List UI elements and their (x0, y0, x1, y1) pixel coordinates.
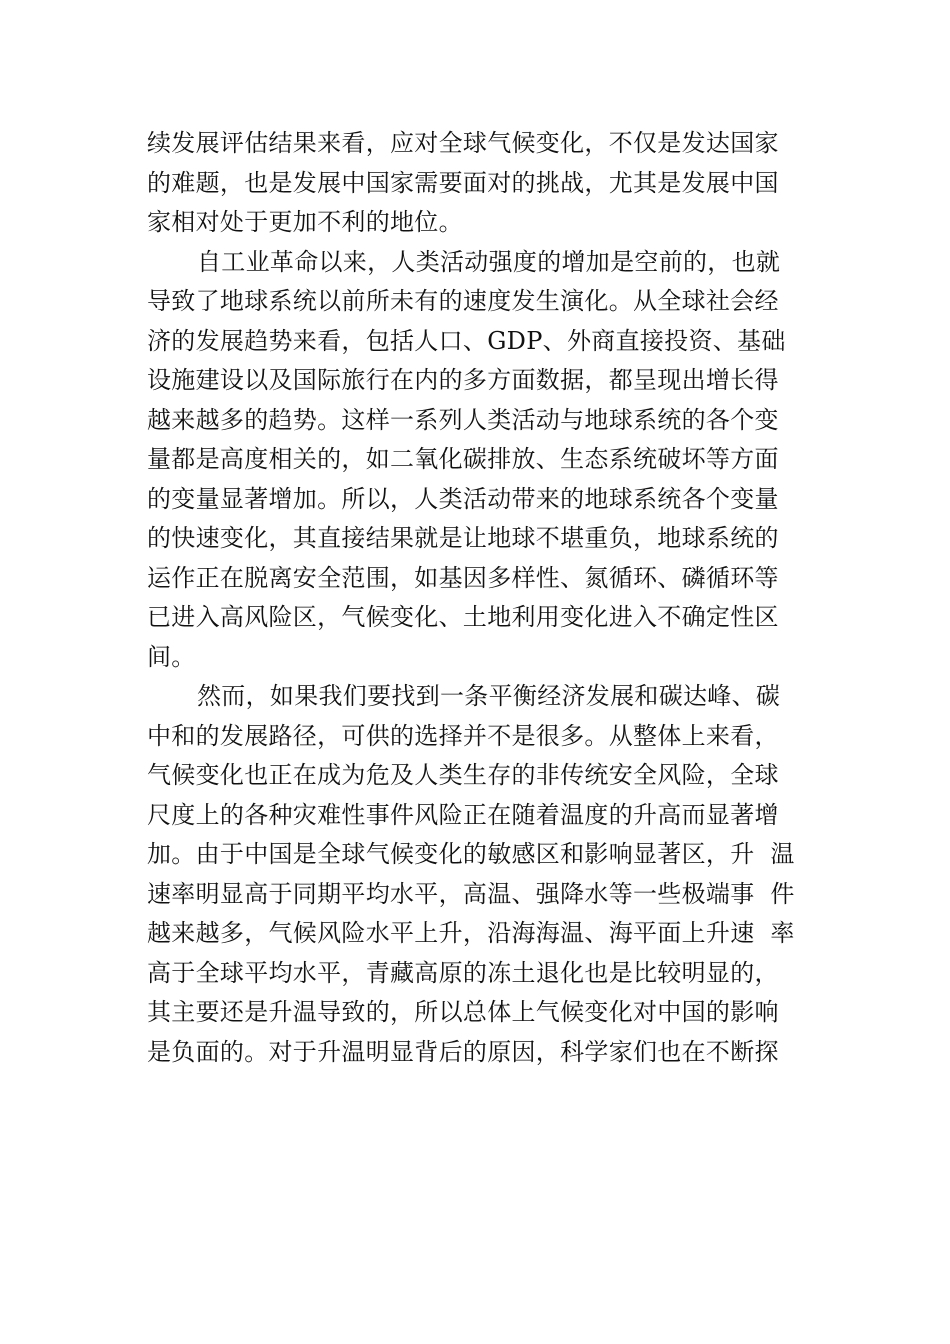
paragraph-first-line: 然而，如果我们要找到一条平衡经济发展和碳达峰、碳 (197, 682, 781, 710)
text-line: 续发展评估结果来看，应对全球气候变化，不仅是发达国家 (147, 129, 779, 157)
text-line: 的快速变化，其直接结果就是让地球不堪重负，地球系统的 (147, 524, 779, 552)
text-line: 的难题，也是发展中国家需要面对的挑战，尤其是发展中国 (147, 169, 779, 197)
paragraph-first-line: 自工业革命以来，人类活动强度的增加是空前的，也就 (197, 248, 781, 276)
text-line: 高于全球平均水平，青藏高原的冻土退化也是比较明显的， (147, 959, 779, 987)
text-line: 量都是高度相关的，如二氧化碳排放、生态系统破坏等方面 (147, 445, 779, 473)
text-line: 气候变化也正在成为危及人类生存的非传统安全风险，全球 (147, 761, 779, 789)
text-line: 速率明显高于同期平均水平，高温、强降水等一些极端事 件 (147, 880, 795, 908)
text-line: 尺度上的各种灾难性事件风险正在随着温度的升高而显著增 (147, 801, 779, 829)
text-line: 越来越多，气候风险水平上升，沿海海温、海平面上升速 率 (147, 919, 795, 947)
text-line: 中和的发展路径，可供的选择并不是很多。从整体上来看， (147, 722, 779, 750)
text-line: 济的发展趋势来看，包括人口、GDP、外商直接投资、基础 (147, 327, 786, 355)
text-line: 的变量显著增加。所以，人类活动带来的地球系统各个变量 (147, 485, 779, 513)
text-line: 是负面的。对于升温明显背后的原因，科学家们也在不断探 (147, 1038, 779, 1066)
text-line: 运作正在脱离安全范围，如基因多样性、氮循环、磷循环等 (147, 564, 779, 592)
text-line: 间。 (147, 643, 196, 671)
text-line: 导致了地球系统以前所未有的速度发生演化。从全球社会经 (147, 287, 779, 315)
text-line: 越来越多的趋势。这样一系列人类活动与地球系统的各个变 (147, 406, 779, 434)
text-line: 其主要还是升温导致的，所以总体上气候变化对中国的影响 (147, 998, 779, 1026)
text-line: 已进入高风险区，气候变化、土地利用变化进入不确定性区 (147, 603, 779, 631)
text-line: 加。由于中国是全球气候变化的敏感区和影响显著区，升 温 (147, 840, 795, 868)
text-line: 家相对处于更加不利的地位。 (147, 208, 463, 236)
text-line: 设施建设以及国际旅行在内的多方面数据，都呈现出增长得 (147, 366, 779, 394)
